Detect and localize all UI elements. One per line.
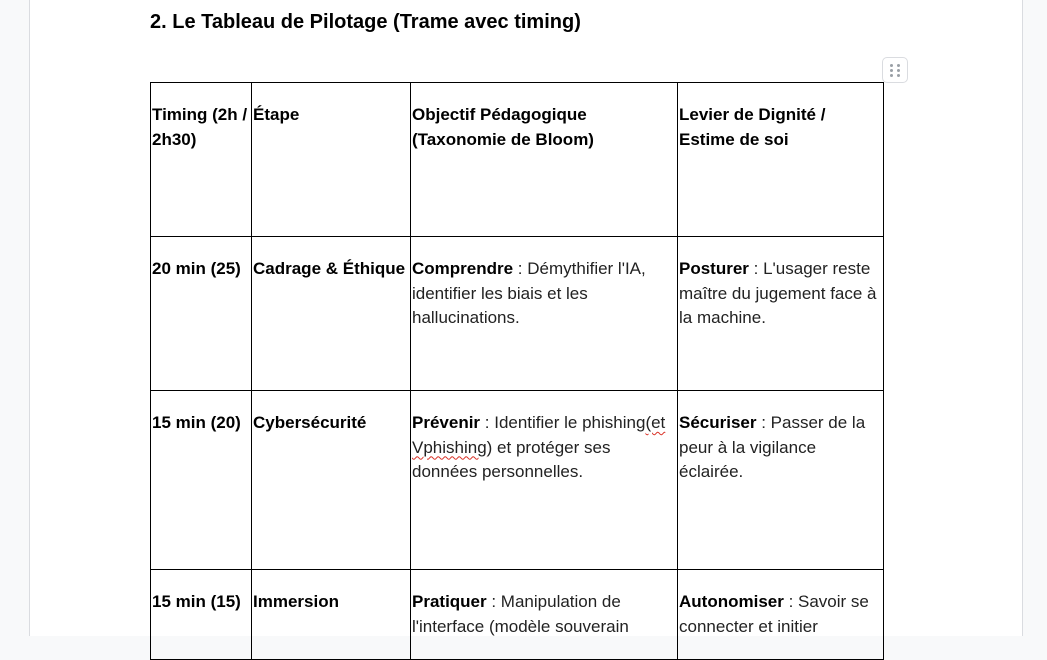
spellcheck-flagged-text[interactable]: (et Vphishing <box>412 413 666 457</box>
cell-etape[interactable]: Cybersécurité <box>252 391 411 570</box>
table-header-row <box>151 83 884 237</box>
table-drag-handle-icon[interactable] <box>882 57 908 83</box>
cell-objectif[interactable]: Comprendre : Démythifier l'IA, identifier les biais et les hallucinations. <box>411 237 678 391</box>
section-heading: 2. Le Tableau de Pilotage (Trame avec timing) <box>150 11 581 33</box>
cell-etape[interactable]: Immersion <box>252 570 411 660</box>
cell-levier[interactable]: Posturer : L'usager reste maître du jugement face à la machine. <box>678 237 884 391</box>
cell-levier[interactable]: Autonomiser : Savoir se connecter et initier <box>678 570 884 660</box>
cell-timing[interactable]: 15 min (15) <box>151 570 252 660</box>
cell-objectif[interactable]: Prévenir : Identifier le phishing(et Vphishing) et protéger ses données personnelles. <box>411 391 678 570</box>
cell-etape[interactable]: Cadrage & Éthique <box>252 237 411 391</box>
table-row <box>151 237 884 391</box>
cell-objectif[interactable]: Pratiquer : Manipulation de l'interface (modèle souverain <box>411 570 678 660</box>
header-cell-timing[interactable]: Timing (2h / 2h30) <box>151 83 252 237</box>
pilotage-table <box>150 82 884 660</box>
table-row <box>151 391 884 570</box>
cell-levier[interactable]: Sécuriser : Passer de la peur à la vigilance éclairée. <box>678 391 884 570</box>
header-cell-levier[interactable]: Levier de Dignité / Estime de soi <box>678 83 884 237</box>
cell-timing[interactable]: 20 min (25) <box>151 237 252 391</box>
header-cell-objectif[interactable]: Objectif Pédagogique (Taxonomie de Bloom) <box>411 83 678 237</box>
header-cell-etape[interactable]: Étape <box>252 83 411 237</box>
cell-timing[interactable]: 15 min (20) <box>151 391 252 570</box>
table-row <box>151 570 884 660</box>
